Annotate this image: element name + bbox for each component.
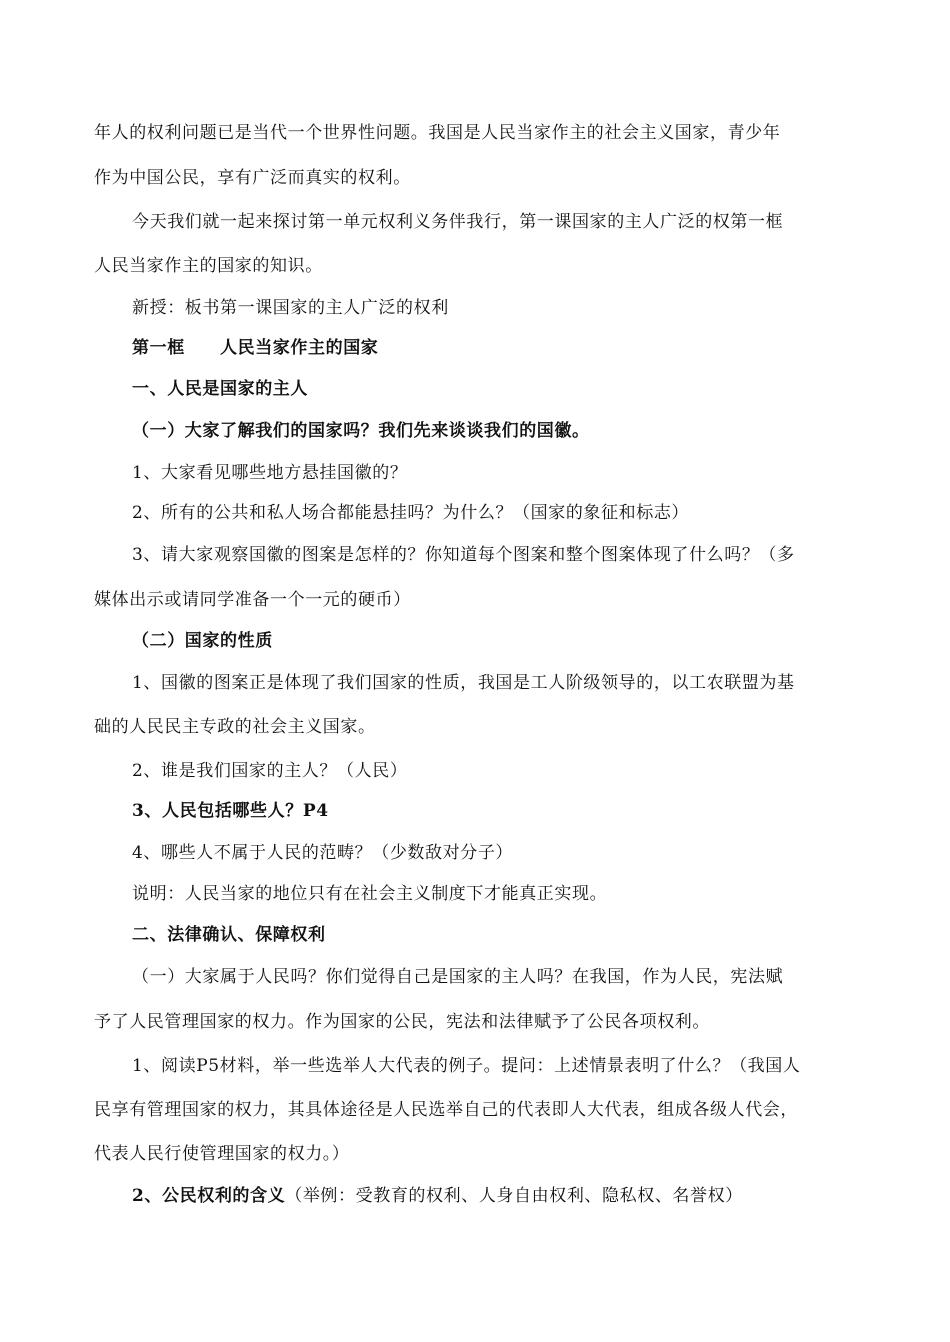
paragraph-line: （一）大家属于人民吗？你们觉得自己是国家的主人吗？在我国，作为人民，宪法赋 xyxy=(132,967,784,987)
list-item xyxy=(132,1185,743,1207)
list-item: 1、国徽的图案正是体现了我们国家的性质，我国是工人阶级领导的，以工农联盟为基 xyxy=(132,673,795,693)
paragraph-line: 础的人民民主专政的社会主义国家。 xyxy=(94,717,376,737)
term-examples: （举例：受教育的权利、人身自由权利、隐私权、名誉权） xyxy=(285,1186,743,1206)
list-item: 2、谁是我们国家的主人？（人民） xyxy=(132,761,408,781)
list-item: 1、阅读P5材料，举一些选举人大代表的例子。提问：上述情景表明了什么？（我国人 xyxy=(132,1056,801,1076)
list-item: 4、哪些人不属于人民的范畴？（少数敌对分子） xyxy=(132,843,514,863)
list-item: 2、所有的公共和私人场合都能悬挂吗？为什么？（国家的象征和标志） xyxy=(132,503,690,523)
term-heading: 2、公民权利的含义 xyxy=(132,1186,286,1206)
paragraph-line: 今天我们就一起来探讨第一单元权利义务伴我行，第一课国家的主人广泛的权第一框 xyxy=(132,212,784,232)
section-heading: 一、人民是国家的主人 xyxy=(132,379,308,399)
paragraph-line: 媒体出示或请同学准备一个一元的硬币） xyxy=(94,590,411,610)
list-item: 3、请大家观察国徽的图案是怎样的？你知道每个图案和整个图案体现了什么吗？（多 xyxy=(132,545,795,565)
section-heading: 第一框 人民当家作主的国家 xyxy=(132,338,379,358)
list-item: 1、大家看见哪些地方悬挂国徽的？ xyxy=(132,463,408,483)
list-item-bold: 3、人民包括哪些人？P4 xyxy=(132,801,329,821)
paragraph-line: 代表人民行使管理国家的权力。） xyxy=(94,1144,350,1164)
paragraph-line: 予了人民管理国家的权力。作为国家的公民，宪法和法律赋予了公民各项权利。 xyxy=(94,1012,710,1032)
paragraph-line: 民享有管理国家的权力，其具体途径是人民选举自己的代表即人大代表，组成各级人代会， xyxy=(94,1100,798,1120)
paragraph-line: 人民当家作主的国家的知识。 xyxy=(94,256,323,276)
paragraph-line: 新授：板书第一课国家的主人广泛的权利 xyxy=(132,298,449,318)
note-line: 说明：人民当家的地位只有在社会主义制度下才能真正实现。 xyxy=(132,884,608,904)
section-heading: 二、法律确认、保障权利 xyxy=(132,925,326,945)
subsection-heading: （二）国家的性质 xyxy=(132,631,273,651)
paragraph-line: 作为中国公民，享有广泛而真实的权利。 xyxy=(94,168,411,188)
paragraph-line: 年人的权利问题已是当代一个世界性问题。我国是人民当家作主的社会主义国家，青少年 xyxy=(94,123,781,143)
subsection-heading: （一）大家了解我们的国家吗？我们先来谈谈我们的国徽。 xyxy=(132,421,590,441)
